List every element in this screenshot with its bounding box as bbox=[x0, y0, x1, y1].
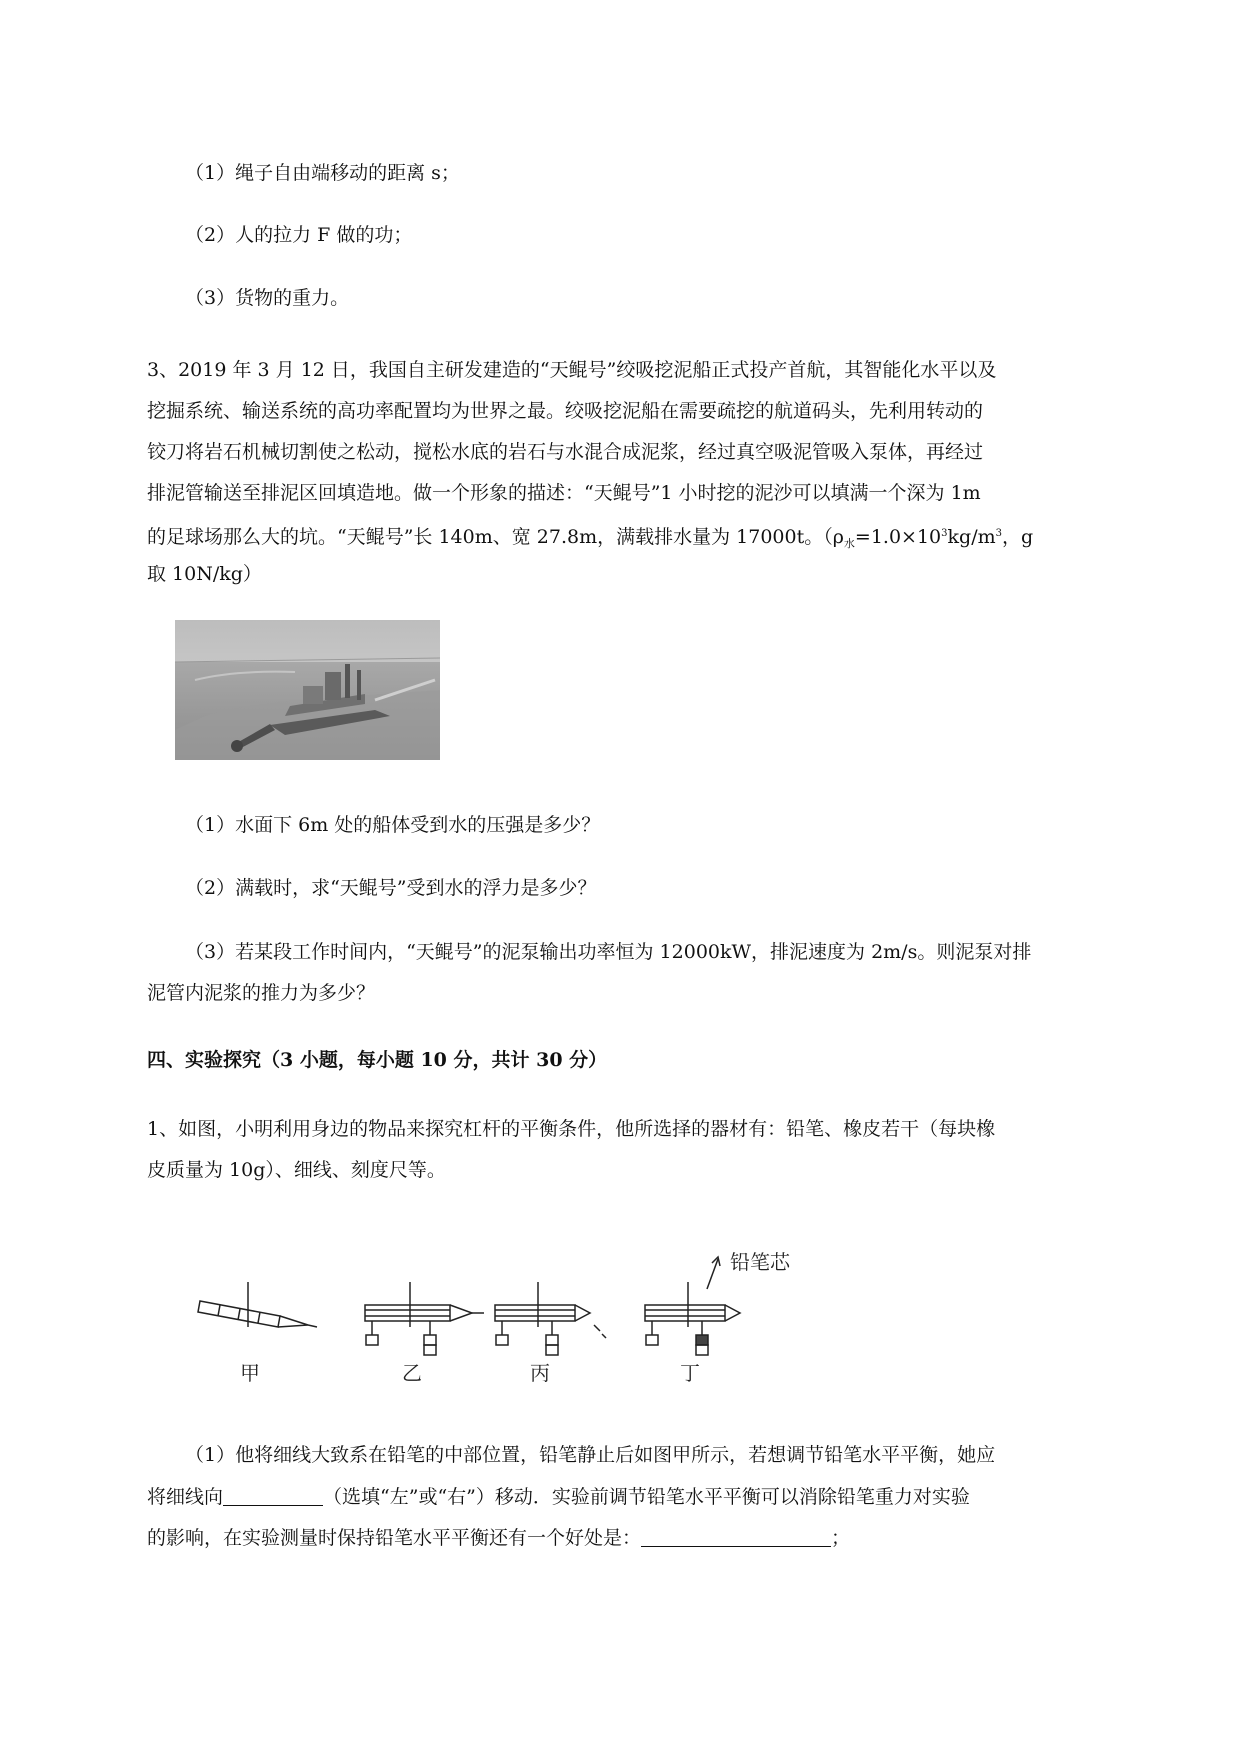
dredger-ship-photo bbox=[175, 620, 440, 760]
pencil-jia bbox=[198, 1282, 317, 1327]
q3-line-5-text-c: kg/m bbox=[947, 526, 996, 548]
q3-unit-exponent: 3 bbox=[995, 528, 1002, 539]
exp1-part-1-line-2 bbox=[147, 1485, 970, 1509]
q3-line-5-text-d: ，g bbox=[1001, 526, 1034, 548]
q3-line-5-text-b: =1.0×10 bbox=[854, 526, 942, 548]
q3-line-4: 排泥管输送至排泥区回填造地。做一个形象的描述：“天鲲号”1 小时挖的泥沙可以填满一个深为 1m bbox=[147, 482, 981, 504]
figure-label-bing: 丙 bbox=[530, 1361, 550, 1385]
exp1-part-1-line-3-text-b: ； bbox=[831, 1527, 851, 1549]
q3-part-2: （2）满载时，求“天鲲号”受到水的浮力是多少？ bbox=[185, 877, 597, 899]
figure-label-jia: 甲 bbox=[240, 1361, 260, 1385]
answer-blank-benefit[interactable] bbox=[641, 1528, 831, 1547]
q3-line-3: 铰刀将岩石机械切割使之松动，搅松水底的岩石与水混合成泥浆，经过真空吸泥管吸入泵体，再经过 bbox=[147, 441, 984, 463]
q3-exponent: 3 bbox=[941, 528, 948, 539]
q3-part-1: （1）水面下 6m 处的船体受到水的压强是多少？ bbox=[185, 814, 601, 836]
q2-part-2: （2）人的拉力 F 做的功； bbox=[185, 224, 413, 246]
exp1-part-1-line-3-text-a: 的影响，在实验测量时保持铅笔水平平衡还有一个好处是： bbox=[147, 1527, 642, 1549]
q2-part-3: （3）货物的重力。 bbox=[185, 287, 350, 309]
q3-line-5 bbox=[147, 522, 1033, 556]
figure-annotation-pencil-lead: 铅笔芯 bbox=[730, 1250, 790, 1274]
figure-label-ding: 丁 bbox=[680, 1361, 700, 1385]
exp1-part-1-line-2-text-a: 将细线向 bbox=[147, 1486, 224, 1508]
exp1-part-1-line-2-text-b: （选填“左”或“右”）移动．实验前调节铅笔水平平衡可以消除铅笔重力对实验 bbox=[323, 1486, 970, 1508]
pencil-yi bbox=[365, 1282, 484, 1355]
exp1-part-1-line-1: （1）他将细线大致系在铅笔的中部位置，铅笔静止后如图甲所示，若想调节铅笔水平平衡，她应 bbox=[185, 1444, 996, 1466]
pencil-lever-figure bbox=[190, 1237, 840, 1387]
section-4-heading: 四、实验探究（3 小题，每小题 10 分，共计 30 分） bbox=[147, 1049, 608, 1071]
q3-part-3-line-2: 泥管内泥浆的推力为多少？ bbox=[147, 982, 376, 1004]
q3-rho-subscript: 水 bbox=[843, 537, 855, 550]
pencil-bing bbox=[495, 1282, 606, 1355]
q3-part-3-line-1: （3）若某段工作时间内，“天鲲号”的泥泵输出功率恒为 12000kW，排泥速度为 2m/s。则泥泵对排 bbox=[185, 941, 1032, 963]
exp1-line-1: 1、如图，小明利用身边的物品来探究杠杆的平衡条件，他所选择的器材有：铅笔、橡皮若干（每块橡 bbox=[147, 1118, 996, 1140]
exp1-part-1-line-3 bbox=[147, 1526, 850, 1550]
q3-line-5-text-a: 的足球场那么大的坑。“天鲲号”长 140m、宽 27.8m，满载排水量为 17000t。（ρ bbox=[147, 526, 844, 548]
q3-line-1: 3、2019 年 3 月 12 日，我国自主研发建造的“天鲲号”绞吸挖泥船正式投产首航，其智能化水平以及 bbox=[147, 359, 997, 381]
figure-label-yi: 乙 bbox=[402, 1361, 422, 1385]
pencil-ding bbox=[645, 1257, 740, 1355]
q3-line-2: 挖掘系统、输送系统的高功率配置均为世界之最。绞吸挖泥船在需要疏挖的航道码头，先利用转动的 bbox=[147, 400, 984, 422]
q2-part-1: （1）绳子自由端移动的距离 s； bbox=[185, 162, 460, 184]
q3-line-6: 取 10N/kg） bbox=[147, 563, 262, 585]
answer-blank-direction[interactable] bbox=[223, 1487, 323, 1506]
exp1-line-2: 皮质量为 10g）、细线、刻度尺等。 bbox=[147, 1159, 446, 1181]
